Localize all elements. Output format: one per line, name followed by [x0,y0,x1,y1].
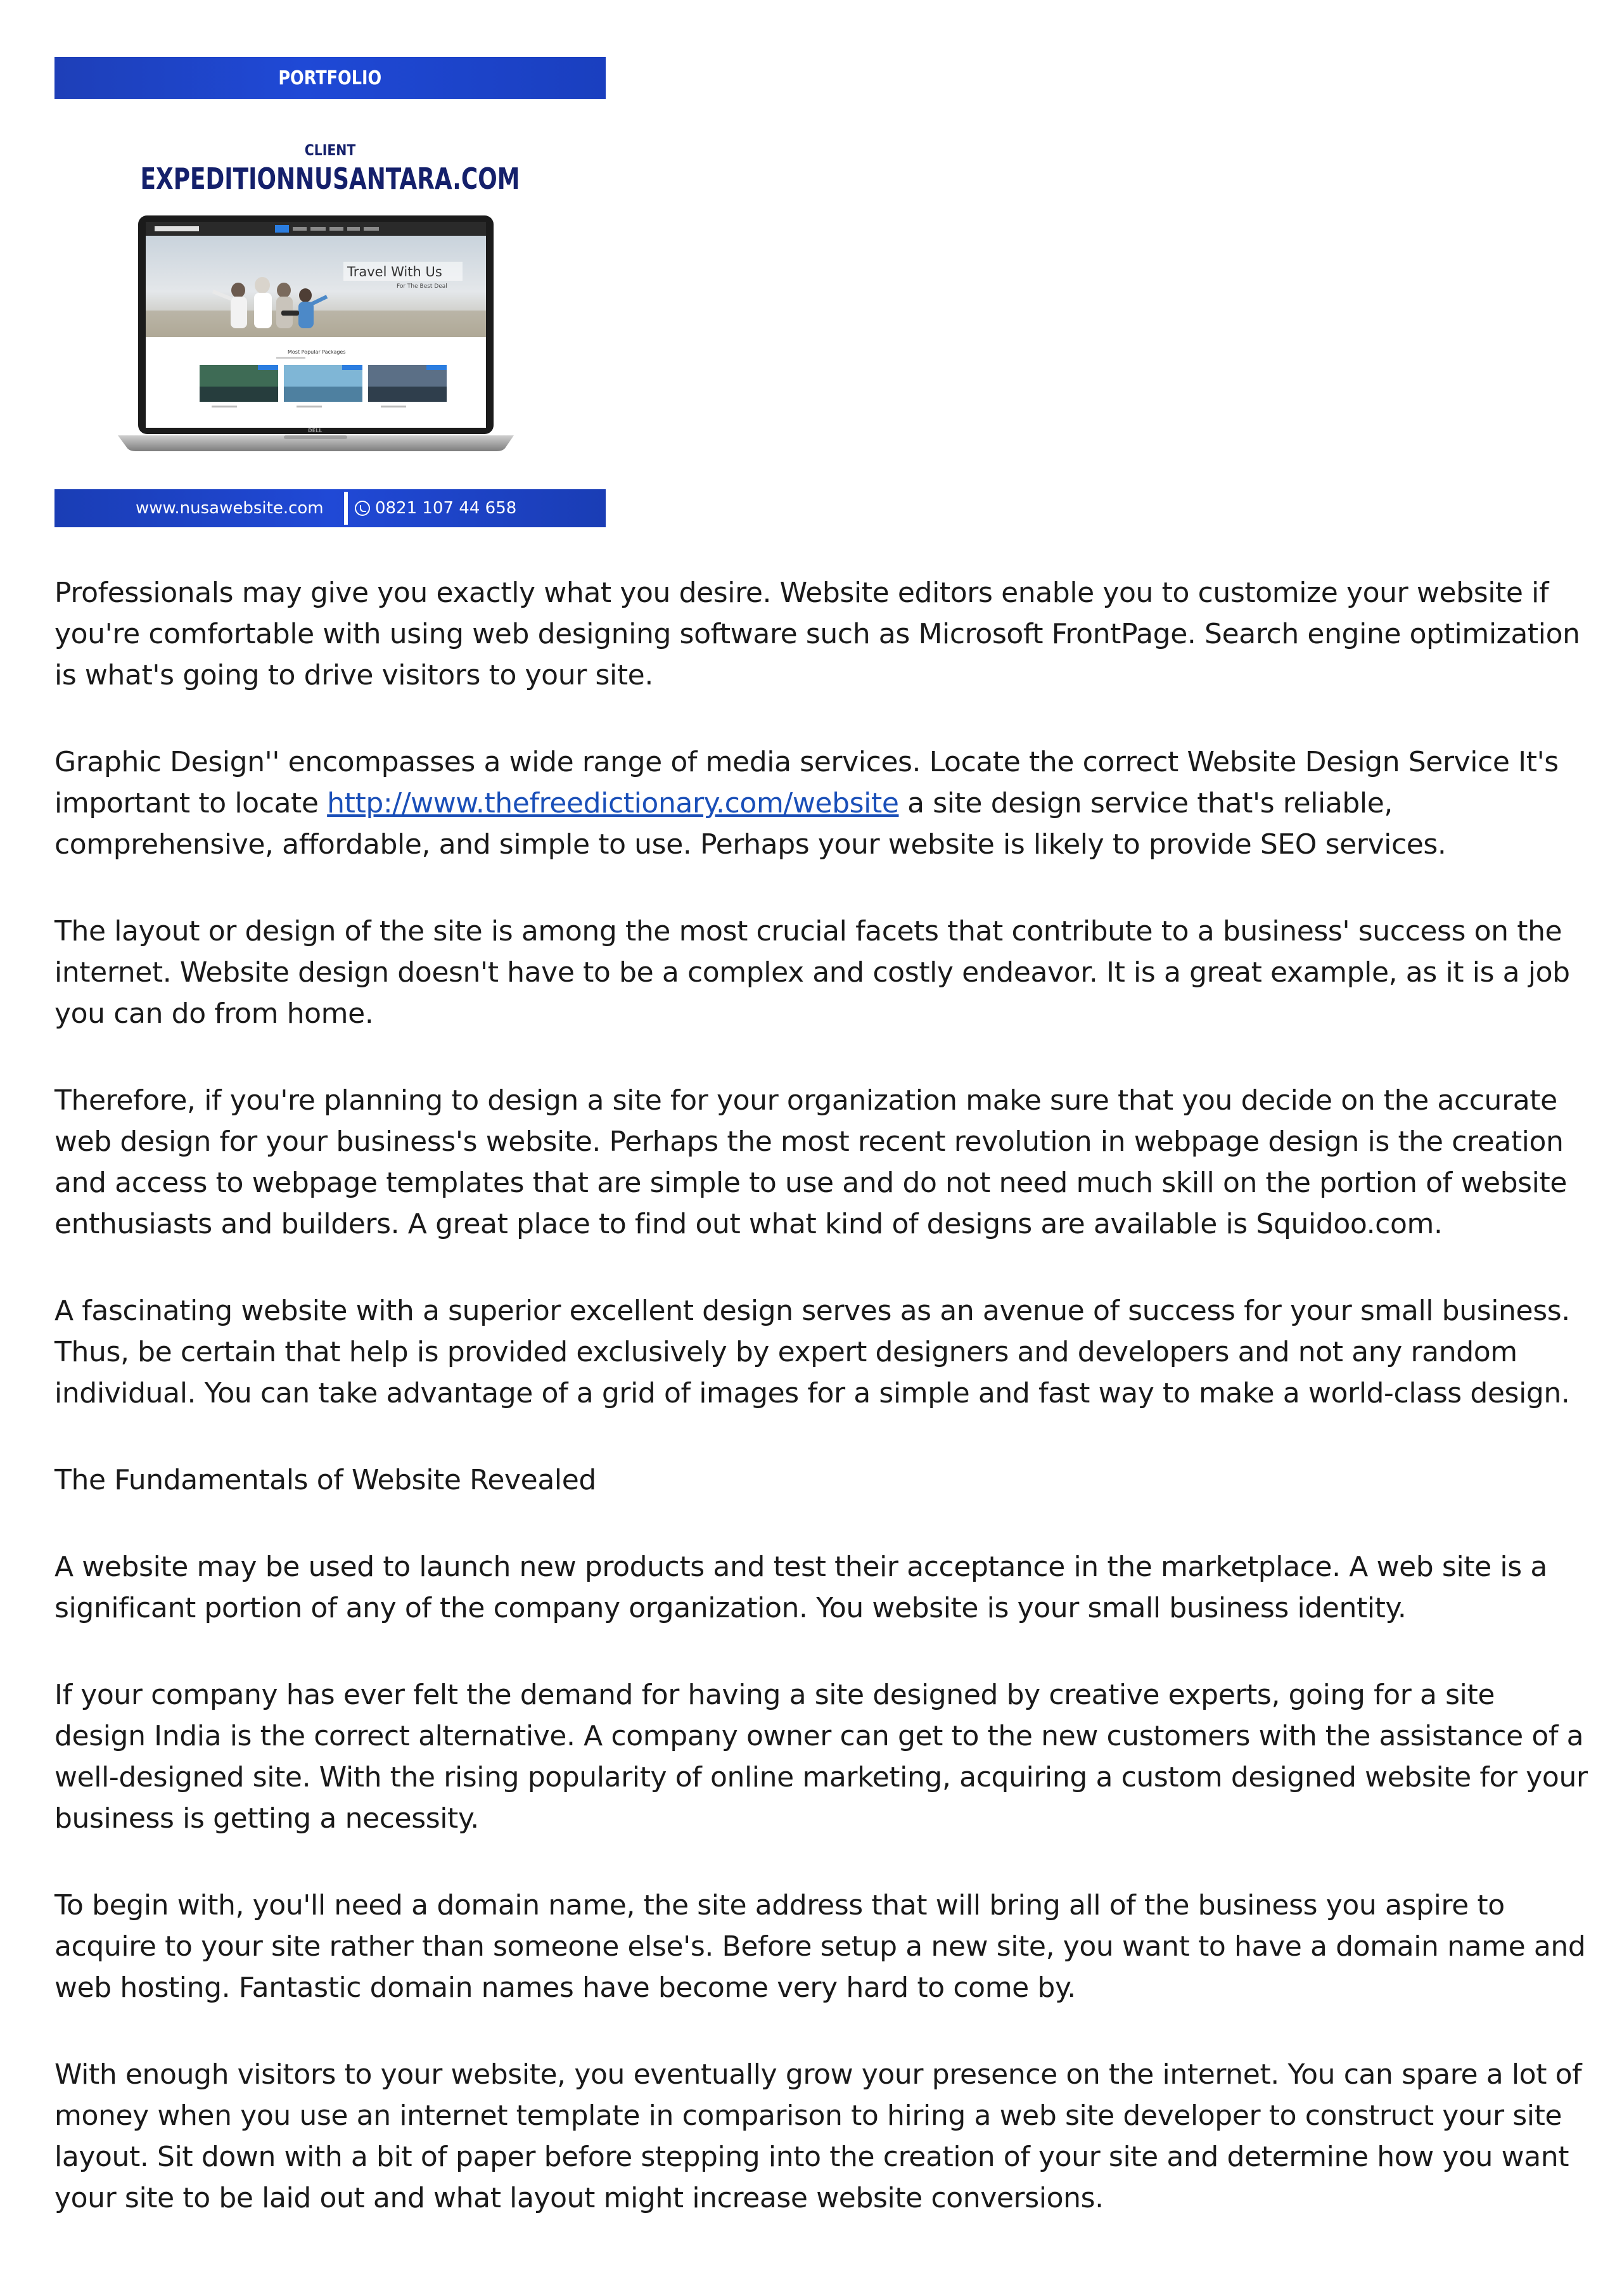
dictionary-link[interactable]: http://www.thefreedictionary.com/website [327,787,899,819]
paragraph-1: Professionals may give you exactly what you desire. Website editors enable you to customize your website if you're comfortable with using web designing software such as Microsoft FrontPage. Search engine optimization is what's going to drive visitors to your site. [54,577,1580,691]
paragraph-8: To begin with, you'll need a domain name, the site address that will bring all of the business you aspire to acquire to your site rather than someone else's. Before setup a new site, you want to have a domain name and web hosting. Fantastic domain names have become very hard to come by. [54,1889,1586,2004]
phone-contact [355,489,516,527]
portfolio-banner [54,57,606,527]
screen-section-title: Most Popular Packages [288,349,346,355]
paragraph-9: With enough visitors to your website, you eventually grow your presence on the internet. You can spare a lot of money when you use an internet template in comparison to hiring a web site developer to construct your site layout. Sit down with a bit of paper before stepping into the creation of your site and determine how you want your site to be laid out and what layout might increase website conversions. [54,2058,1582,2214]
laptop-mockup [118,215,542,517]
paragraph-2 [54,741,1588,865]
paragraph-5: A fascinating website with a superior excellent design serves as an avenue of success for your small business. Thus, be certain that help is provided exclusively by expert designers and developers and not any random individual. You can take advantage of a grid of images for a simple and fast way to make a world-class design. [54,1295,1570,1409]
phone-number: 0821 107 44 658 [375,499,517,518]
website-url: www.nusawebsite.com [136,499,324,518]
article-body [54,572,1588,2264]
paragraph-2-start: Graphic Design'' encompasses a wide range of media services. Locate the correct Website Design Service It's important to locate [54,746,1559,819]
portfolio-header-bar [54,57,606,99]
client-name: EXPEDITIONNUSANTARA.COM [140,162,520,196]
client-label: CLIENT [304,141,356,159]
screen-subline: For The Best Deal [397,283,447,290]
paragraph-3: The layout or design of the site is among the most crucial facets that contribute to a business' success on the internet. Website design doesn't have to be a complex and costly endeavor. It is a great example, as it is a job you can do from home. [54,915,1570,1030]
contact-divider [344,492,348,525]
paragraph-6: A website may be used to launch new products and test their acceptance in the marketplace. A web site is a significant portion of any of the company organization. You website is your small business identity. [54,1551,1547,1624]
paragraph-4: Therefore, if you're planning to design a site for your organization make sure that you decide on the accurate web design for your business's website. Perhaps the most recent revolution in webpage design is the creation and access to webpage templates that are simple to use and do not need much skill on the portion of website enthusiasts and builders. A great place to find out what kind of designs are available is Squidoo.com. [54,1084,1568,1240]
paragraph-7: If your company has ever felt the demand for having a site designed by creative experts, going for a site design India is the correct alternative. A company owner can get to the new customers with the assistance of a well-designed site. With the rising popularity of online marketing, acquiring a custom designed website for your business is getting a necessity. [54,1679,1588,1835]
section-heading: The Fundamentals of Website Revealed [54,1464,596,1496]
whatsapp-icon [355,501,370,516]
paragraph-2-end: a site design service that's reliable, comprehensive, affordable, and simple to use. Perhaps your website is likely to provide SEO services. [54,787,1446,861]
portfolio-title: PORTFOLIO [278,67,382,89]
contact-bar [54,489,606,527]
screen-headline: Travel With Us [347,264,442,279]
laptop-brand: DELL [308,428,322,433]
